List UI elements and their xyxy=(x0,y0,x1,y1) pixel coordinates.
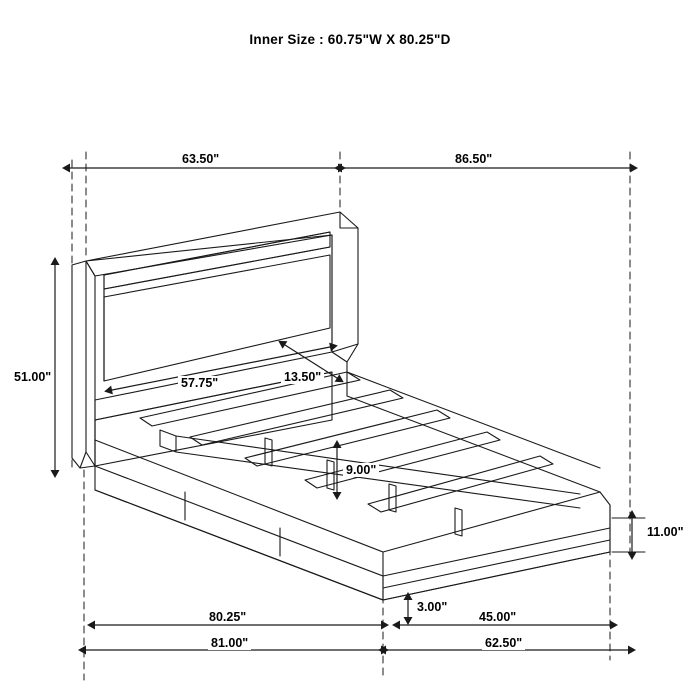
dimension-label-headboard-panel-depth: 13.50" xyxy=(281,370,324,384)
dimension-label-top-left-width: 63.50" xyxy=(179,152,222,166)
dimension-label-slat-clearance: 9.00" xyxy=(343,463,379,477)
page-title: Inner Size : 60.75"W X 80.25"D xyxy=(249,32,451,47)
dimension-label-bottom-left-depth: 80.25" xyxy=(206,610,249,624)
dimension-label-overall-length: 81.00" xyxy=(208,636,251,650)
dimension-label-headboard-height: 51.00" xyxy=(14,370,52,384)
dimension-label-bottom-right-depth: 45.00" xyxy=(476,610,519,624)
dimension-label-headboard-panel-width: 57.75" xyxy=(178,376,221,390)
dimension-label-top-right-width: 86.50" xyxy=(452,152,495,166)
dimension-label-overall-width: 62.50" xyxy=(482,636,525,650)
dimension-label-base-thickness: 3.00" xyxy=(414,600,450,614)
dimension-label-rail-height: 11.00" xyxy=(644,525,687,539)
